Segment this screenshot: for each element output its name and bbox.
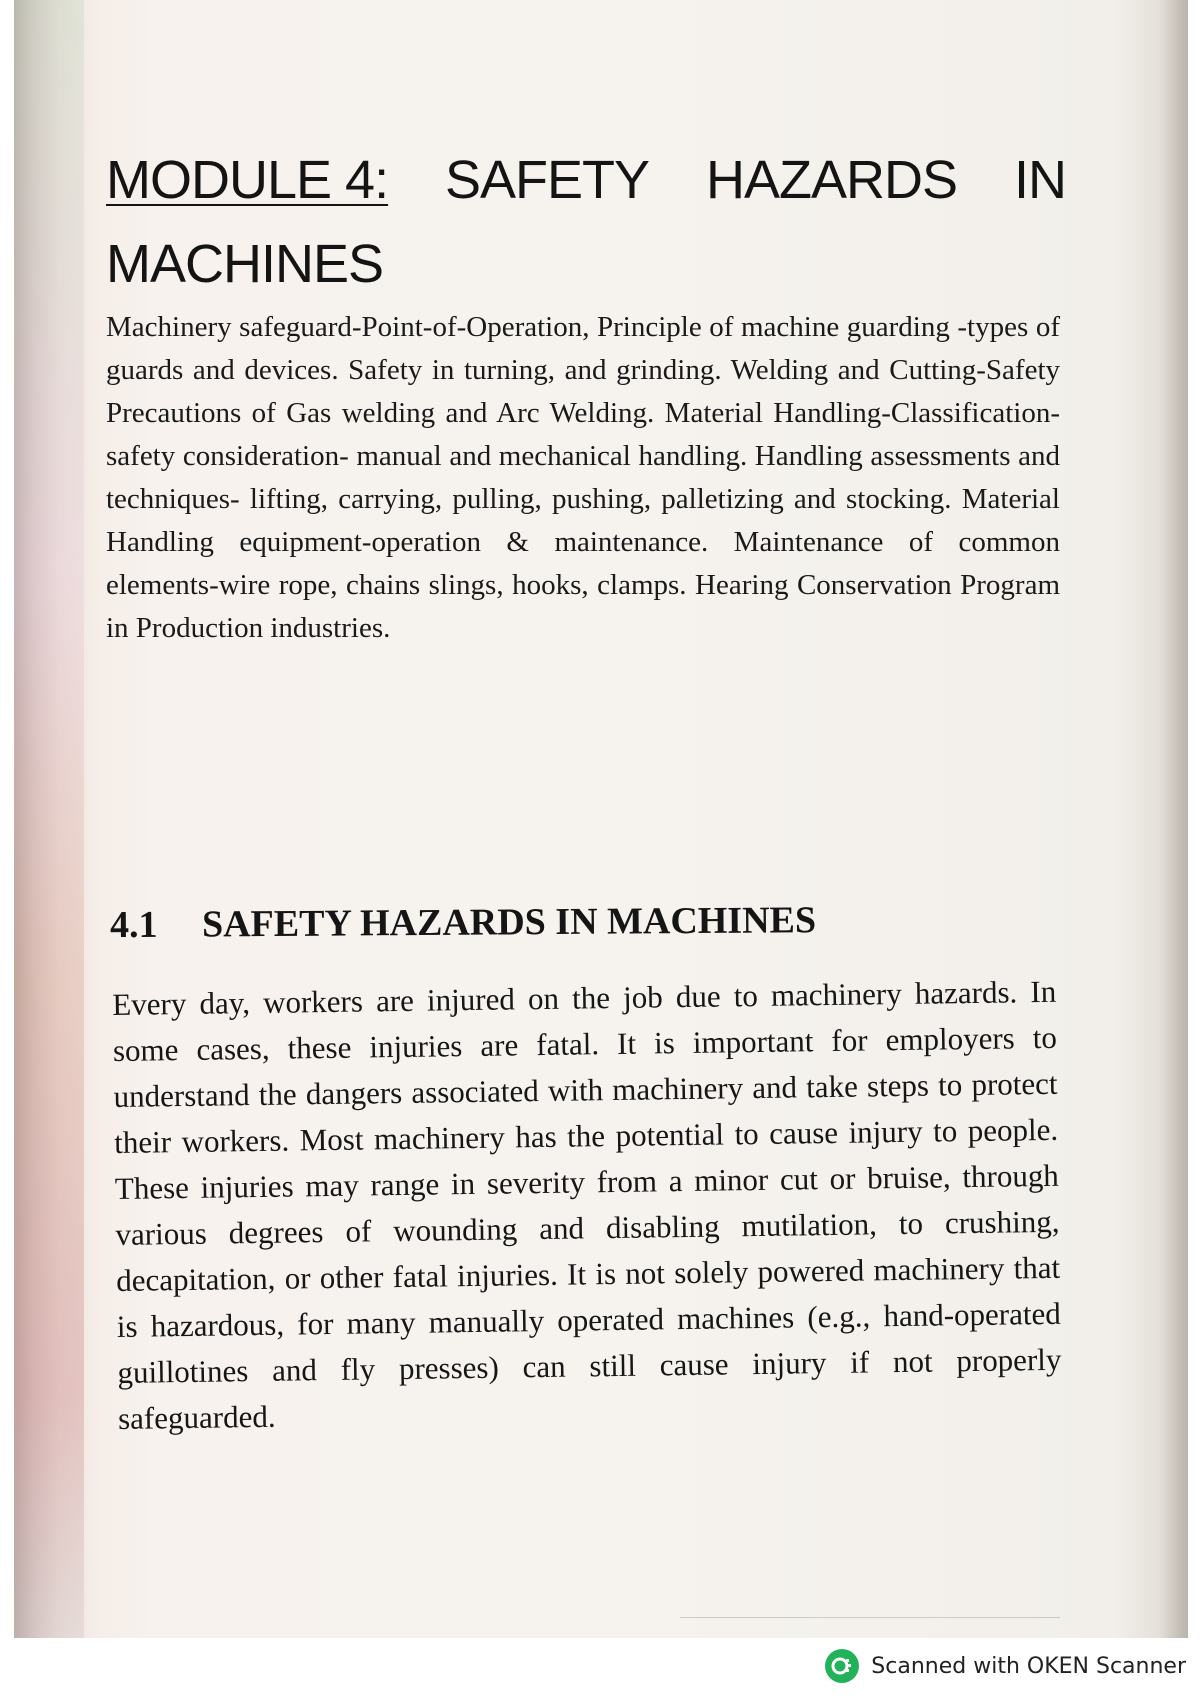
scanner-watermark (825, 1648, 1186, 1684)
section-body-paragraph: Every day, workers are injured on the job due to machinery hazards. In some cases, these injuries are fatal. It is important for employers to understand the dangers associated with machinery and take steps to protect their workers. Most machinery has the potential to cause injury to people. These injuries may range in severity from a minor cut or bruise, through various degrees of wounding and disabling mutilation, to crushing, decapitation, or other fatal injuries. It is not solely powered machinery that is hazardous, for many manually operated machines (e.g., hand-operated guillotines and fly presses) can still cause injury if not properly safeguarded. (112, 973, 1062, 1436)
page-footer-rule (680, 1617, 1060, 1618)
module-title-line2: MACHINES (106, 234, 384, 294)
syllabus-paragraph: Machinery safeguard-Point-of-Operation, Principle of machine guarding -types of guards and devices. Safety in turning, and grinding. Welding and Cutting-Safety Precautions of Gas welding and Arc Welding. Material Handling-Classification-safety consideration- manual and mechanical handling. Handling assessments and techniques- lifting, carrying, pulling, pushing, palletizing and stocking. Material Handling equipment-operation & maintenance. Maintenance of common elements-wire rope, chains slings, hooks, clamps. Hearing Conservation Program in Production industries. (106, 311, 1060, 644)
scanner-watermark-text: Scanned with OKEN Scanner (871, 1653, 1186, 1679)
module-title-word: IN (1013, 150, 1066, 210)
module-title-word: SAFETY (445, 150, 650, 210)
module-title-word: HAZARDS (706, 150, 958, 210)
module-title-prefix: MODULE 4: (106, 150, 389, 210)
section-heading (110, 897, 1010, 947)
module-title (106, 138, 1066, 306)
scanner-logo-icon (825, 1649, 859, 1683)
section-title: SAFETY HAZARDS IN MACHINES (201, 899, 817, 946)
section-number: 4.1 (109, 903, 158, 947)
